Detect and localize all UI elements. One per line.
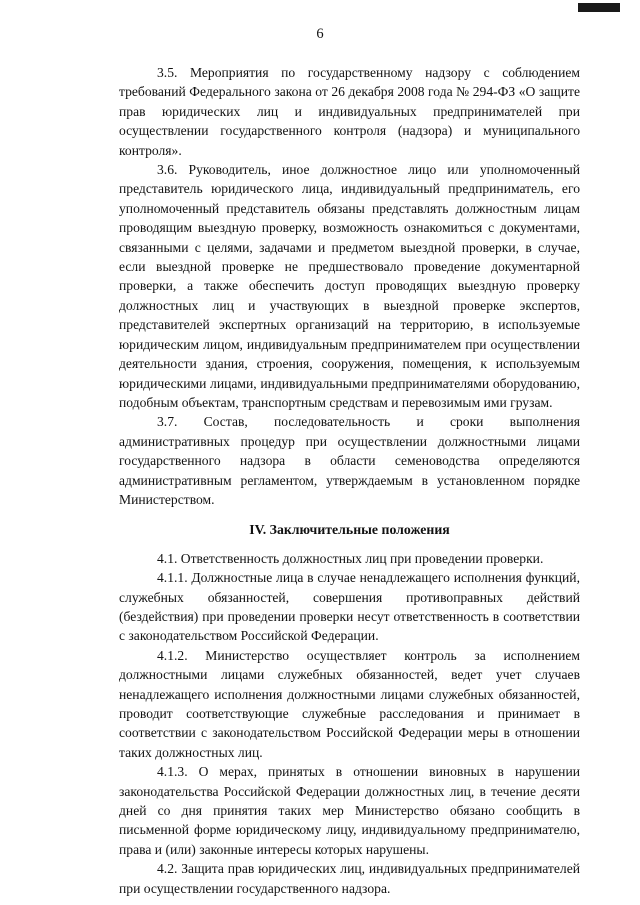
document-body: [119, 63, 580, 898]
paragraph-4-1-1: 4.1.1. Должностные лица в случае ненадлежащего исполнения функций, служебных обязанностей, совершения противоправных действий (бездействия) при проведении проверки несут ответственность в соответствии с законодательством Российской Федерации.: [119, 570, 580, 644]
paragraph-4-1-3: 4.1.3. О мерах, принятых в отношении виновных в нарушении законодательства Российской Федерации должностных лиц, в течение десяти дней со дня принятия таких мер Министерство обязано сообщить в письменной форме юридическому лицу, индивидуальному предпринимателю, права и (или) законные интересы которых нарушены.: [119, 764, 580, 857]
paragraph-4-2: 4.2. Защита прав юридических лиц, индивидуальных предпринимателей при осуществлении государственного надзора.: [119, 861, 580, 896]
scan-corner-mark: [578, 3, 620, 12]
paragraph-3-6: 3.6. Руководитель, иное должностное лицо или уполномоченный представитель юридического лица, индивидуальный предприниматель, его уполномоченный представитель обязаны представлять должностным лицам проводящим выездную проверку, возможность ознакомиться с документами, связанными с целями, задачами и предметом выездной проверки, в случае, если выездной проверке не предшествовало проведение документарной проверки, а также обеспечить доступ проводящих выездную проверку должностных лиц и участвующих в выездной проверке экспертов, представителей экспертных организаций на территорию, в используемые юридическим лицом, индивидуальным предпринимателем при осуществлении деятельности здания, строения, сооружения, помещения, к используемым юридическими лицами, индивидуальными предпринимателями оборудованию, подобным объектам, транспортным средствам и перевозимым ими грузам.: [119, 162, 580, 410]
paragraph-3-7: 3.7. Состав, последовательность и сроки выполнения административных процедур при осуществлении должностными лицами государственного надзора в области семеноводства определяются административным регламентом, утверждаемым в установленном порядке Министерством.: [119, 414, 580, 507]
paragraph-4-1: 4.1. Ответственность должностных лиц при проведении проверки.: [157, 550, 544, 566]
section-heading: IV. Заключительные положения: [249, 522, 450, 538]
paragraph-3-5: 3.5. Мероприятия по государственному надзору с соблюдением требований Федерального закона от 26 декабря 2008 года № 294-ФЗ «О защите прав юридических лиц и индивидуальных предпринимателей при осуществлении государственного контроля (надзора) и муниципального контроля».: [119, 65, 580, 158]
page-number: 6: [316, 26, 324, 42]
paragraph-4-1-2: 4.1.2. Министерство осуществляет контроль за исполнением должностными лицами служебных обязанностей, ведет учет случаев ненадлежащего исполнения должностными лицами служебных обязанностей, проводит соответствующие служебные расследования и принимает в соответствии с законодательством Российской Федерации меры в отношении таких должностных лиц.: [119, 647, 580, 760]
